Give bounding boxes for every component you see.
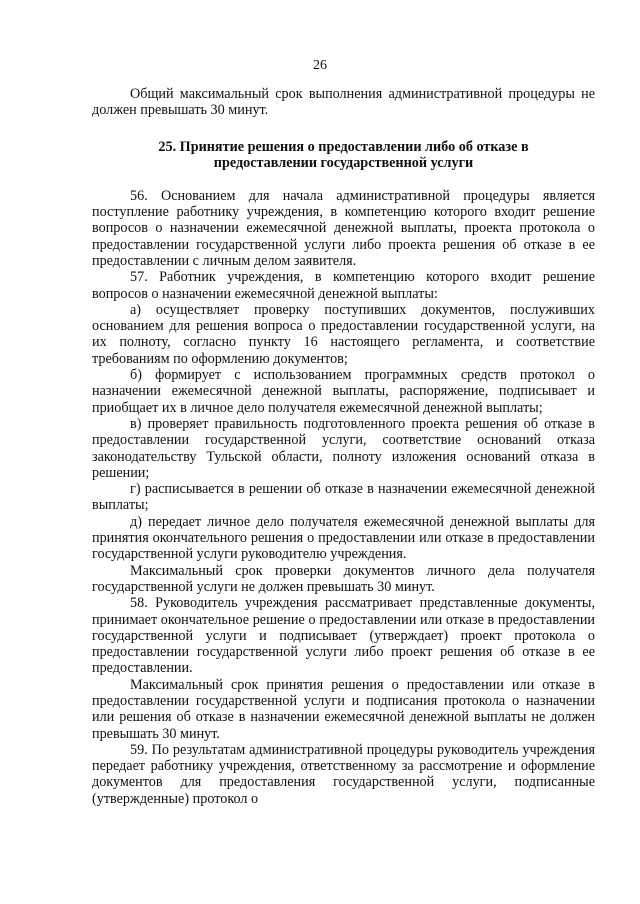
paragraph-57-d: д) передает личное дело получателя ежемесячной денежной выплаты для принятия окончательного решения о предоставлении или отказе в предоставлении государственной услуги руководителю учреждения.	[92, 513, 595, 563]
paragraph-58: 58. Руководитель учреждения рассматривает представленные документы, принимает окончательное решение о предоставлении или отказе в предоставлении государственной услуги и подписывает (утверждает) проект протокола о предоставлении государственной услуги либо проект решения об отказе в ее предоставлении.	[92, 595, 595, 677]
paragraph-59: 59. По результатам административной процедуры руководитель учреждения передает работнику учреждения, ответственному за рассмотрение и оформление документов для предоставления государственной услуги, подписанные (утвержденные) протокол о	[92, 741, 595, 807]
section-heading: 25. Принятие решения о предоставлении либо об отказе в предоставлении государственной услуги	[158, 138, 529, 172]
paragraph-56: 56. Основанием для начала административной процедуры является поступление работнику учреждения, в компетенцию которого входит решение вопросов о назначении ежемесячной денежной выплаты, проекта протокола о предоставлении государственной услуги либо проекта решения об отказе в ее предоставлении с личным делом заявителя.	[92, 187, 595, 269]
page-number: 26	[313, 58, 327, 73]
paragraph-57: 57. Работник учреждения, в компетенцию которого входит решение вопросов о назначении ежемесячной денежной выплаты:	[92, 269, 595, 302]
intro-paragraph: Общий максимальный срок выполнения административной процедуры не должен превышать 30 минут.	[92, 86, 595, 119]
paragraph-57-v: в) проверяет правильность подготовленного проекта решения об отказе в предоставлении государственной услуги, соответствие оснований отказа законодательству Тульской области, полноту изложения оснований отказа в решении;	[92, 415, 595, 481]
paragraph-57-time-limit: Максимальный срок проверки документов личного дела получателя государственной услуги не должен превышать 30 минут.	[92, 562, 595, 595]
paragraph-58-time-limit: Максимальный срок принятия решения о предоставлении или отказе в предоставлении государственной услуги и подписания протокола о назначении или решения об отказе в назначении ежемесячной денежной выплаты не должен превышать 30 минут.	[92, 676, 595, 742]
paragraph-57-a: а) осуществляет проверку поступивших документов, послуживших основанием для решения вопроса о предоставлении государственной услуги, на их полноту, согласно пункту 16 настоящего регламента, и соответствие требованиям по оформлению документов;	[92, 301, 595, 367]
paragraph-57-b: б) формирует с использованием программных средств протокол о назначении ежемесячной денежной выплаты, распоряжение, подписывает и приобщает их в личное дело получателя ежемесячной денежной выплаты;	[92, 367, 595, 416]
paragraph-57-g: г) расписывается в решении об отказе в назначении ежемесячной денежной выплаты;	[92, 481, 595, 514]
page-content	[92, 86, 595, 807]
